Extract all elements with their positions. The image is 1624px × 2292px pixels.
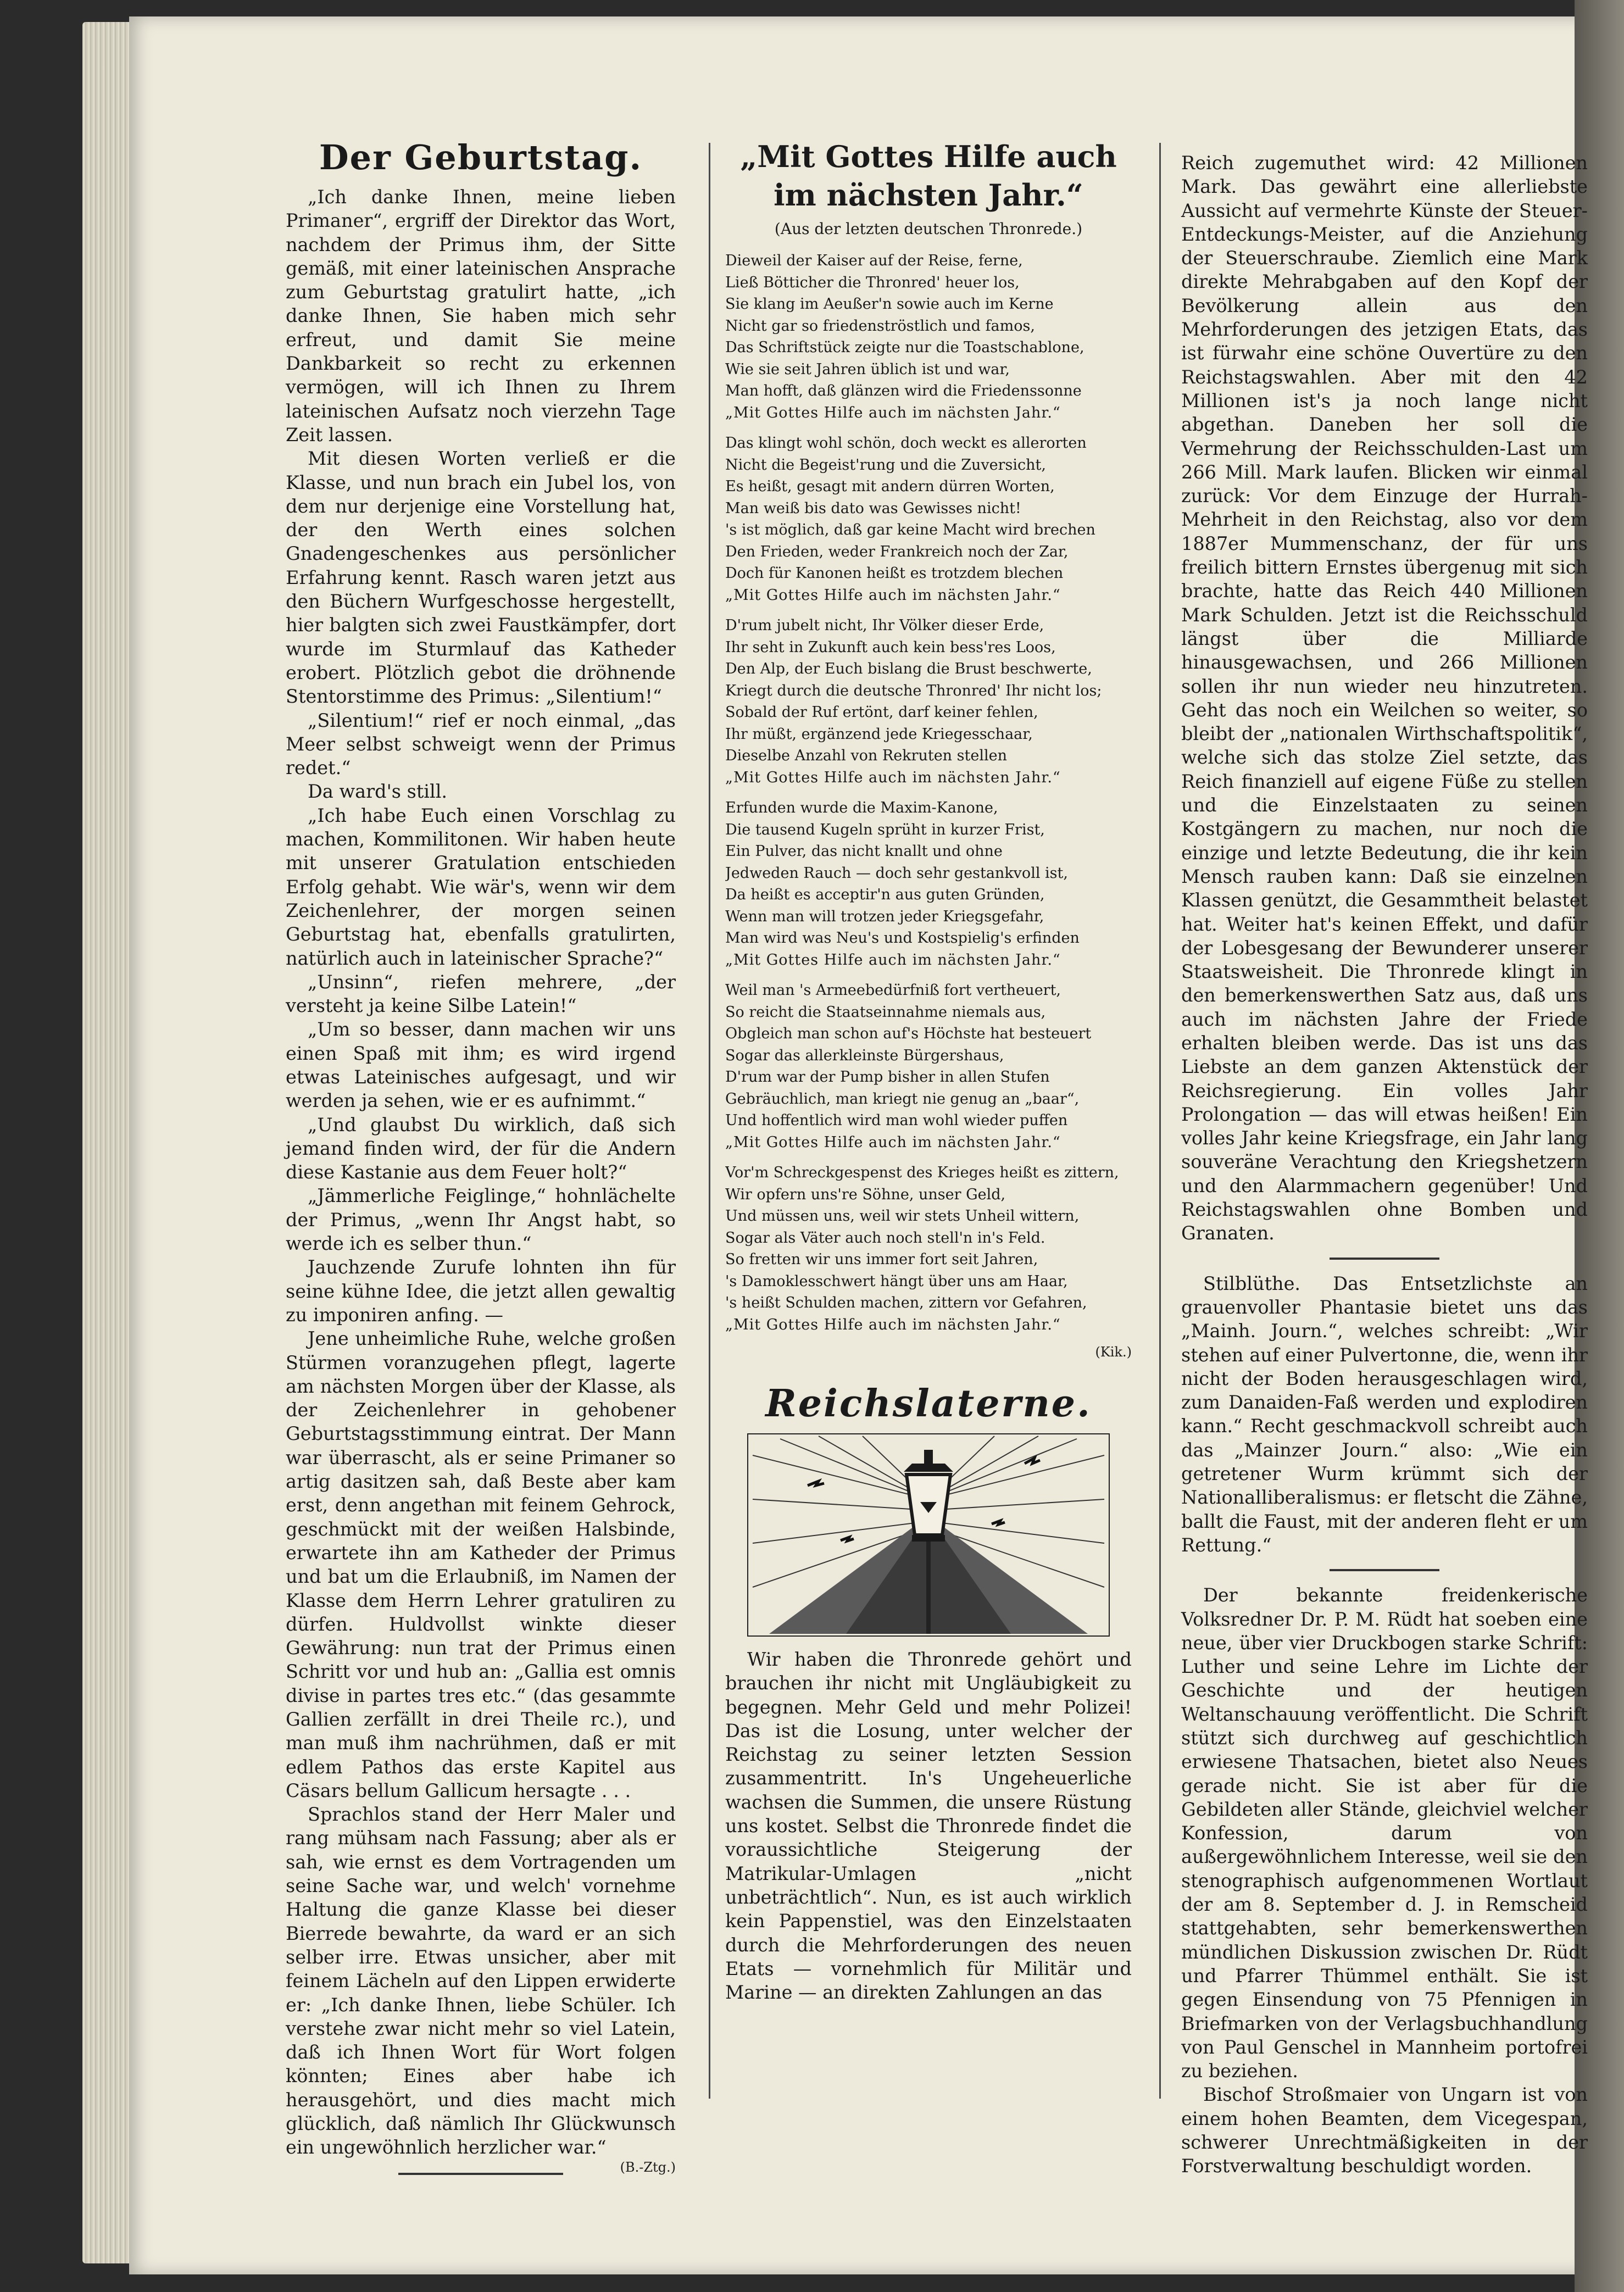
paragraph: Der bekannte freidenkerische Volksredner Dr. P. M. Rüdt hat soeben eine neue, über vier Druckbogen starke Schrift: Luther und seine Lehre im Lichte der Geschichte und der heutigen Weltanschauung veröffentlicht. Die Schrift stützt sich durchweg auf geschichtlich erwiesene Thatsachen, bietet also Neues gerade nicht. Sie ist aber für die Gebildeten aller Stände, gleichviel welcher Konfession, darum von außergewöhnlichem Interesse, weil sie den stenographisch aufgenommenen Wortlaut der am 8. September d. J. in Remscheid stattgehabten, sehr bemerkenswerthen mündlichen Diskussion zwischen Dr. Rüdt und Pfarrer Thümmel enthält. Sie ist gegen Einsendung von 75 Pfennigen in Briefmarken von der Verlagsbuchhandlung von Paul Genschel in Mannheim portofrei zu beziehen. (1181, 1584, 1588, 2082)
paragraph: „Jämmerliche Feiglinge,“ hohnlächelte der Primus, „wenn Ihr Angst habt, so werde ich es selber thun.“ (286, 1185, 676, 1255)
reichslaterne-continued (1181, 151, 1588, 1245)
poem-line: Man weiß bis dato was Gewisses nicht! (725, 499, 1021, 517)
paragraph: „Ich habe Euch einen Vorschlag zu machen, Kommilitonen. Wir haben heute mit unserer Gratulation entschieden Erfolg gehabt. Wie wär's, wenn wir dem Zeichenlehrer, der morgen seinen Geburtstag hat, ebenfalls gratulirten, natürlich auch in lateinischer Sprache?“ (286, 804, 676, 969)
poem-line: 's ist möglich, daß gar keine Macht wird brechen (725, 521, 1095, 538)
poem-line: Dieweil der Kaiser auf der Reise, ferne, (725, 252, 1023, 269)
poem-line: Und hoffentlich wird man wohl wieder puffen (725, 1112, 1068, 1129)
poem-line: Weil man 's Armeebedürfniß fort vertheuert, (725, 982, 1061, 999)
poem-line: Sie klang im Aeußer'n sowie auch im Kerne (725, 296, 1054, 313)
poem-line: Da heißt es acceptir'n aus guten Gründen, (725, 886, 1045, 903)
paragraph: Reich zugemuthet wird: 42 Millionen Mark. Das gewährt eine allerliebste Aussicht auf vermehrte Künste der Steuer-Entdeckungs-Meister, auf die Anziehung der Steuerschraube. Ziemlich eine Mark direkte Mehrabgaben auf den Kopf der Bevölkerung allein aus den Mehrforderungen des jetzigen Etats, das ist fürwahr eine schöne Ouvertüre zu den Reichstagswahlen. Aber mit den 42 Millionen ist's ja noch lange nicht abgethan. Daneben her soll die Vermehrung der Reichsschulden-Last um 266 Mill. Mark laufen. Blicken wir einmal zurück: Vor dem Einzuge der Hurrah-Mehrheit in den Reichstag, also vor dem 1887er Mummenschanz, der für uns freilich bittern Ernstes übergenug mit sich brachte, hatte das Reich 440 Millionen Mark Schulden. Jetzt ist die Reichsschuld längst über die Milliarde hinausgewachsen, und 266 Millionen sollen ihr nun wieder neu hinzutreten. Geht das noch ein Weilchen so weiter, so bleibt der „nationalen Wirthschaftspolitik“, welche sich das stolze Ziel setzte, das Reich finanziell auf eigene Füße zu stellen und die Einzelstaaten zu seinen Kostgängern zu machen, nur noch die einzige und letzte Bedeutung, die ihr kein Mensch rauben kann: Daß sie einzelnen Klassen genützt, die Gesammtheit belastet hat. Weiter hat's keinen Effekt, und dafür der Lobesgesang der Bewunderer unserer Staatsweisheit. Die Thronrede klingt in den bemerkenswerthen Satz aus, daß uns auch im nächsten Jahre der Friede erhalten bleiben werde. Das ist uns das Liebste an dem ganzen Aktenstück der Reichsregierung. Ein volles Jahr Prolongation — das will etwas heißen! Ein volles Jahr keine Kriegsfrage, ein Jahr lang souveräne Verachtung den Kriegshetzern und den Alarmmachern gegenüber! Und Reichstagswahlen ohne Bomben und Granaten. (1181, 152, 1588, 1244)
paragraph: Jauchzende Zurufe lohnten ihn für seine kühne Idee, die jetzt allen gewaltig zu imponiren anfing. — (286, 1256, 676, 1326)
paragraph: „Silentium!“ rief er noch einmal, „das Meer selbst schweigt wenn der Primus redet.“ (286, 709, 676, 779)
poem-line: Ein Pulver, das nicht knallt und ohne (725, 843, 1003, 860)
column-2 (725, 126, 1132, 2004)
paragraph: Da ward's still. (308, 781, 448, 803)
poem-line: Wir opfern uns're Söhne, unser Geld, (725, 1186, 1006, 1203)
column-1 (286, 126, 676, 2175)
poem-line: Und müssen uns, weil wir stets Unheil wittern, (725, 1208, 1080, 1225)
column-3 (1181, 151, 1588, 2178)
lantern-illustration-icon (747, 1433, 1110, 1637)
reichslaterne-paragraph: Wir haben die Thronrede gehört und brauchen ihr nicht mit Ungläubigkeit zu begegnen. Mehr Geld und mehr Polizei! Das ist die Losung, unter welcher der Reichstag zu seiner letzten Session zusammentritt. In's Ungeheuerliche wachsen die Summen, die unsere Rüstung uns kostet. Selbst die Thronrede findet die voraussichtliche Steigerung der Matrikular-Umlagen „nicht unbeträchtlich“. Nun, es ist auch wirklich kein Pappenstiel, was den Einzelstaaten durch die Mehrforderungen des neuen Etats — vornehmlich für Militär und Marine — an direkten Zahlungen an das (725, 1649, 1132, 2004)
poem-line: Ihr seht in Zukunft auch kein bess'res Loos, (725, 638, 1056, 656)
paragraph: Mit diesen Worten verließ er die Klasse, und nun brach ein Jubel los, von dem nur derjenige eine Vorstellung hat, der den Werth eines solchen Gnadengeschenkes aus persönlicher Erfahrung kennt. Rasch waren jetzt aus den Büchern Wurfgeschosse hergestellt, hier balgten sich zwei Faustkämpfer, dort wurde im Sturmlauf das Katheder erobert. Plötzlich gebot die dröhnende Stentorstimme des Primus: „Silentium!“ (286, 448, 676, 708)
poem-line: Gebräuchlich, man kriegt nie genug an „baar“, (725, 1090, 1080, 1108)
poem-line: Kriegt durch die deutsche Thronred' Ihr nicht los; (725, 682, 1102, 699)
article-title-geburtstag: Der Geburtstag. (319, 137, 643, 177)
poem-line: So reicht die Staatseinnahme niemals aus, (725, 1003, 1046, 1021)
poem-line: Jedweden Rauch — doch sehr gestankvoll ist, (725, 864, 1068, 882)
poem-title: „Mit Gottes Hilfe auch im nächsten Jahr.“ (740, 139, 1117, 213)
poem-stanza (725, 797, 1132, 971)
poem-line: Wenn man will trotzen jeder Kriegsgefahr, (725, 908, 1044, 925)
paragraph: „Um so besser, dann machen wir uns einen Spaß mit ihm; es wird irgend etwas Lateinisches aufgesagt, und wir werden ja sehen, wie er es aufnimmt.“ (286, 1019, 676, 1112)
poem-subtitle: (Aus der letzten deutschen Thronrede.) (774, 220, 1083, 238)
poem-refrain: „Mit Gottes Hilfe auch im nächsten Jahr.“ (725, 1316, 1061, 1333)
poem-line: Ihr müßt, ergänzend jede Kriegesschaar, (725, 725, 1033, 743)
paragraph: Stilblüthe. Das Entsetzlichste an grauenvoller Phantasie bietet uns das „Mainh. Journ.“, welches schreibt: „Wir stehen auf einer Pulvertonne, die, wenn ihr nicht der Boden herausgeschlagen wird, zum Danaiden-Faß werden und explodiren kann.“ Recht geschmackvoll schreibt auch das „Mainzer Journ.“ also: „Wie ein getretener Wurm krümmt sich der Nationalliberalismus: er fletscht die Zähne, ballt die Faust, mit der anderen fleht er um Rettung.“ (1181, 1272, 1588, 1556)
column-rule-left (709, 143, 710, 2099)
paragraph: „Unsinn“, riefen mehrere, „der versteht ja keine Silbe Latein!“ (286, 971, 676, 1017)
poem-line: Sogar als Väter auch noch stell'n in's Feld. (725, 1229, 1045, 1247)
poem-line: So fretten wir uns immer fort seit Jahren, (725, 1251, 1038, 1268)
poem-line: Vor'm Schreckgespenst des Krieges heißt es zittern, (725, 1164, 1119, 1181)
poem-source: (Kik.) (1095, 1344, 1132, 1360)
poem-line: Man hofft, daß glänzen wird die Friedenssonne (725, 382, 1082, 399)
poem-stanza (725, 980, 1132, 1153)
poem-line: Nicht die Begeist'rung und die Zuversicht, (725, 456, 1046, 474)
poem-line: 's Damoklesschwert hängt über uns am Haar, (725, 1272, 1068, 1290)
section-rule-1 (1330, 1258, 1439, 1260)
poem-line: Den Alp, der Euch bislang die Brust beschwerte, (725, 660, 1092, 677)
poem-line: Das Schriftstück zeigte nur die Toastschablone, (725, 339, 1084, 356)
poem-line: 's heißt Schulden machen, zittern vor Gefahren, (725, 1294, 1087, 1311)
article-source: (B.-Ztg.) (620, 2159, 676, 2175)
poem-line: D'rum jubelt nicht, Ihr Völker dieser Erde, (725, 617, 1044, 634)
poem-line: Obgleich man schon auf's Höchste hat besteuert (725, 1025, 1092, 1042)
stilbluethe-section (1181, 1272, 1588, 1557)
paragraph: „Ich danke Ihnen, meine lieben Primaner“, ergriff der Direktor das Wort, nachdem der Primus ihm, der Sitte gemäß, mit einer lateinischen Ansprache zum Geburtstag gratulirt hatte, „ich danke Ihnen, Sie haben mich sehr erfreut, und damit Sie meine Dankbarkeit so recht zu erkennen vermögen, will ich Ihnen zu Ihrem lateinischen Aufsatz noch vierzehn Tage Zeit lassen. (286, 186, 676, 446)
poem-line: Man wird was Neu's und Kostspielig's erfinden (725, 930, 1080, 947)
poem-refrain: „Mit Gottes Hilfe auch im nächsten Jahr.“ (725, 951, 1061, 969)
paragraph: Bischof Stroßmaier von Ungarn ist von einem hohen Beamten, dem Vicegespan, schwerer Unrechtmäßigkeiten in der Forstverwaltung beschuldigt worden. (1181, 2084, 1588, 2177)
paragraph: Jene unheimliche Ruhe, welche großen Stürmen voranzugehen pflegt, lagerte am nächsten Morgen über der Klasse, als der Zeichenlehrer in gehobener Geburtstagsstimmung eintrat. Der Mann war überrascht, als er seine Primaner so artig dasitzen sah, daß Beste aber kam erst, denn angethan mit feinem Gehrock, geschmückt mit der weißen Halsbinde, erwartete ihn am Katheder der Primus und bat um die Erlaubniß, im Namen der Klasse dem Herrn Lehrer gratuliren zu dürfen. Huldvollst winkte dieser Gewährung: nun trat der Primus einen Schritt vor und hub an: „Gallia est omnis divise in partes tres etc.“ (das gesammte Gallien zerfällt in drei Theile rc.), und man muß ihm nachrühmen, daß er mit edlem Pathos das erste Kapitel aus Cäsars bellum Gallicum hersagte . . . (286, 1328, 676, 1801)
notices-section (1181, 1583, 1588, 2178)
poem-line: Nicht gar so friedenströstlich und famos, (725, 317, 1035, 335)
poem-refrain: „Mit Gottes Hilfe auch im nächsten Jahr.“ (725, 586, 1061, 604)
poem-line: Den Frieden, weder Frankreich noch der Zar, (725, 543, 1069, 560)
poem-line: Das klingt wohl schön, doch weckt es allerorten (725, 435, 1087, 452)
poem-line: Sogar das allerkleinste Bürgershaus, (725, 1047, 1004, 1064)
poem-stanza (725, 1162, 1132, 1336)
poem-line: Doch für Kanonen heißt es trotzdem blechen (725, 565, 1064, 582)
section-title-reichslaterne: Reichslaterne. (765, 1382, 1092, 1426)
poem-body (725, 250, 1132, 1336)
poem-line: Sobald der Ruf ertönt, darf keiner fehlen, (725, 704, 1038, 721)
poem-stanza (725, 615, 1132, 788)
poem-line: Ließ Bötticher die Thronred' heuer los, (725, 274, 1020, 291)
poem-line: Die tausend Kugeln sprüht in kurzer Frist, (725, 821, 1045, 838)
column-rule-right (1159, 143, 1161, 2099)
poem-line: Erfunden wurde die Maxim-Kanone, (725, 799, 998, 816)
poem-stanza (725, 432, 1132, 606)
poem-refrain: „Mit Gottes Hilfe auch im nächsten Jahr.“ (725, 1133, 1061, 1151)
poem-line: Es heißt, gesagt mit andern dürren Worten, (725, 478, 1055, 495)
poem-stanza (725, 250, 1132, 424)
poem-line: Dieselbe Anzahl von Rekruten stellen (725, 747, 1007, 764)
poem-refrain: „Mit Gottes Hilfe auch im nächsten Jahr.“ (725, 769, 1061, 786)
article-body-geburtstag (286, 185, 676, 2160)
poem-refrain: „Mit Gottes Hilfe auch im nächsten Jahr.“ (725, 404, 1061, 421)
paragraph: „Und glaubst Du wirklich, daß sich jemand finden wird, der für die Andern diese Kastanie aus dem Feuer holt?“ (286, 1114, 676, 1183)
paragraph: Sprachlos stand der Herr Maler und rang mühsam nach Fassung; aber als er sah, wie ernst es dem Vortragenden um seine Sache war, und welch' vornehme Haltung die ganze Klasse bei dieser Bierrede bewahrte, da ward er an sich selber irre. Etwas unsicher, aber mit feinem Lächeln auf den Lippen erwiderte er: „Ich danke Ihnen, liebe Schüler. Ich verstehe zwar nicht mehr so viel Latein, daß ich Ihnen Wort für Wort folgen könnten; Eines aber habe ich herausgehört, und dies macht mich glücklich, daß nämlich Ihr Glückwunsch ein ungewöhnlich herzlicher war.“ (286, 1804, 676, 2159)
poem-line: Wie sie seit Jahren üblich ist und war, (725, 360, 1010, 378)
section-rule-2 (1330, 1569, 1439, 1571)
poem-line: D'rum war der Pump bisher in allen Stufen (725, 1069, 1050, 1086)
